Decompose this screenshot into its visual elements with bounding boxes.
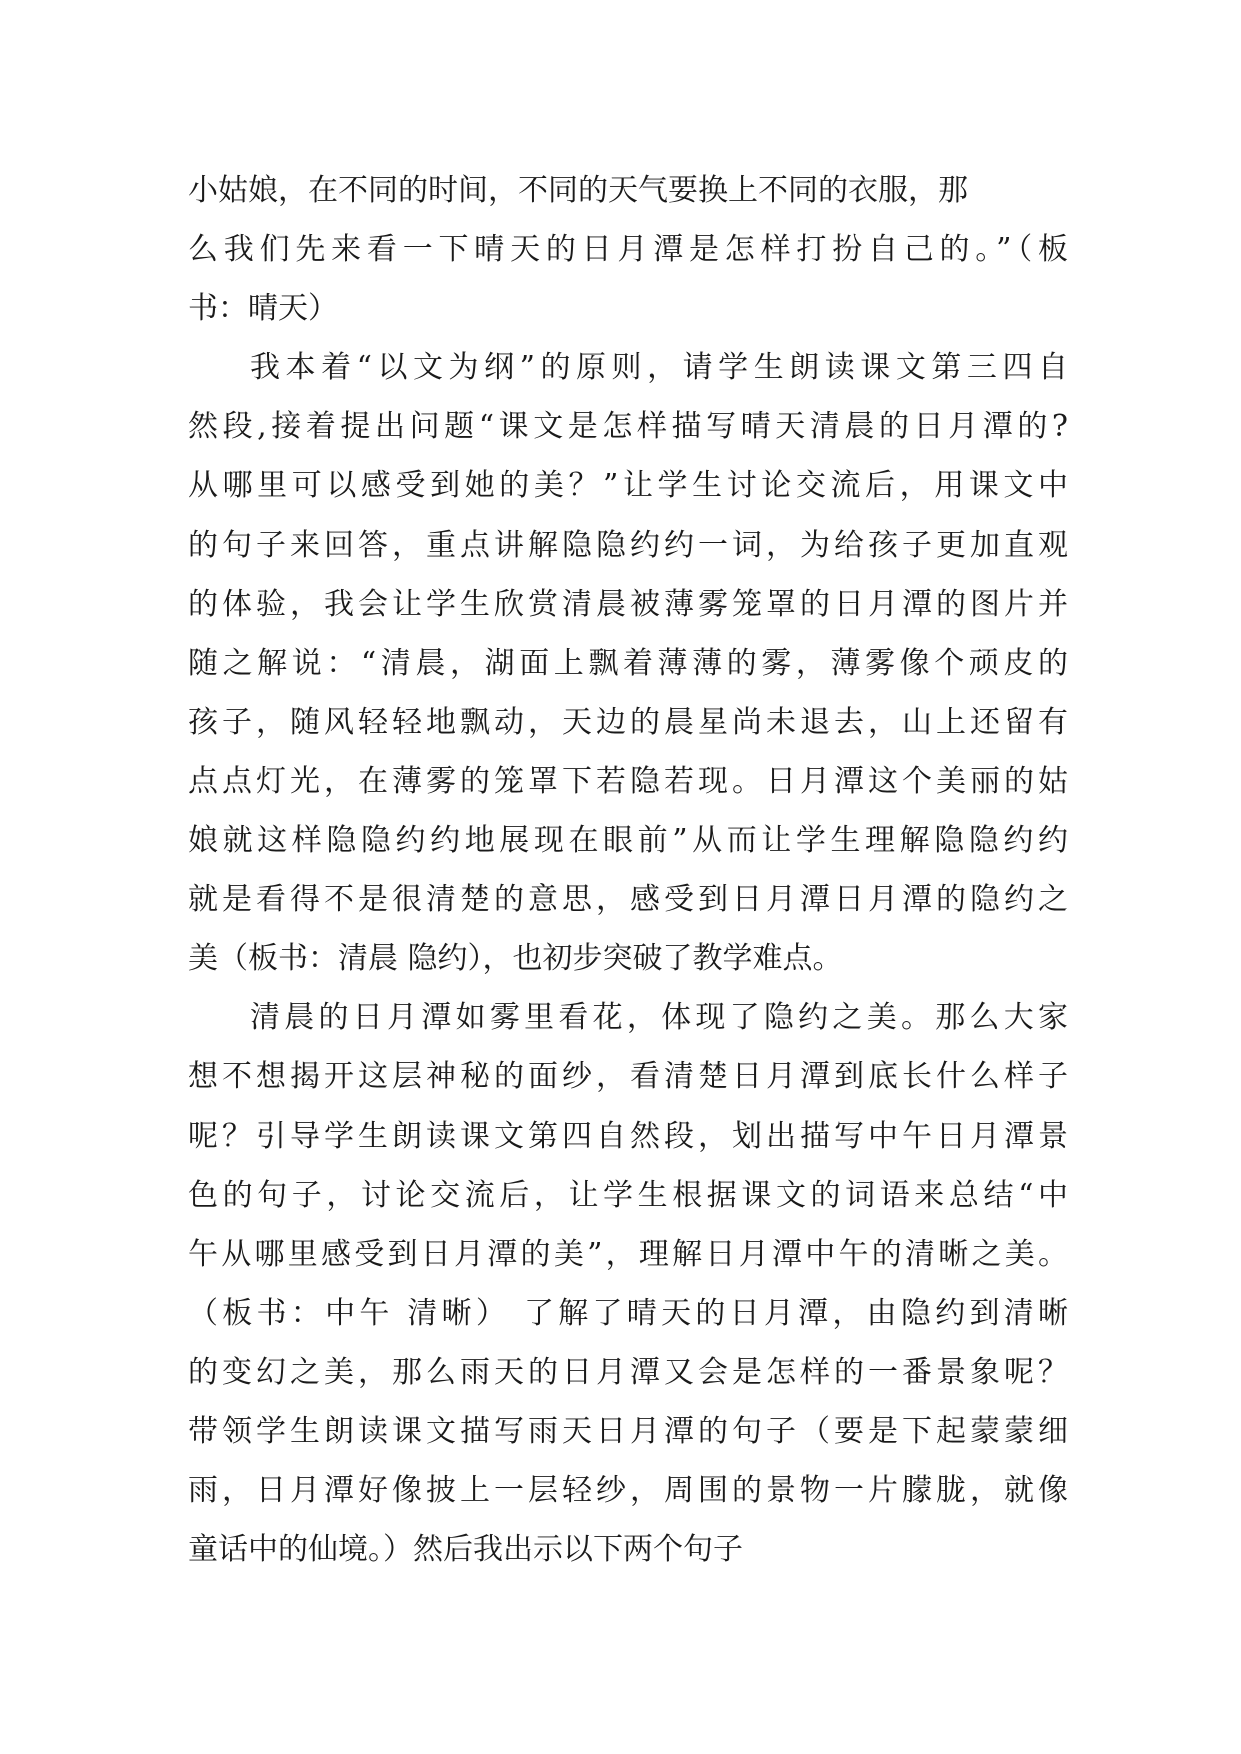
text-line: 美（板书：清晨 隐约），也初步突破了教学难点。 — [188, 941, 843, 977]
text-line: 色的句子，讨论交流后，让学生根据课文的词语来总结“中 — [188, 1177, 1068, 1213]
text-line: 娘就这样隐隐约约地展现在眼前”从而让学生理解隐隐约约 — [188, 823, 1068, 859]
text-line: 孩子，随风轻轻地飘动，天边的晨星尚未退去，山上还留有 — [188, 704, 1068, 740]
text-line: 午从哪里感受到日月潭的美”，理解日月潭中午的清晰之美。 — [188, 1236, 1068, 1272]
text-line: 小姑娘，在不同的时间，不同的天气要换上不同的衣服，那 — [188, 173, 968, 208]
text-line: 么我们先来看一下晴天的日月潭是怎样打扮自己的。”（板 — [188, 232, 1068, 268]
text-line: 带领学生朗读课文描写雨天日月潭的句子（要是下起蒙蒙细 — [188, 1413, 1068, 1449]
text-line: 雨，日月潭好像披上一层轻纱，周围的景物一片朦胧，就像 — [188, 1473, 1068, 1509]
paragraph-first-line: 清晨的日月潭如雾里看花，体现了隐约之美。那么大家 — [250, 1000, 1068, 1036]
text-line: 点点灯光，在薄雾的笼罩下若隐若现。日月潭这个美丽的姑 — [188, 763, 1068, 799]
text-line: 的体验，我会让学生欣赏清晨被薄雾笼罩的日月潭的图片并 — [188, 586, 1068, 622]
text-line: 童话中的仙境。）然后我出示以下两个句子 — [188, 1532, 743, 1568]
text-line: 随之解说：“清晨，湖面上飘着薄薄的雾，薄雾像个顽皮的 — [188, 645, 1068, 681]
text-line: （板书：中午 清晰） 了解了晴天的日月潭，由隐约到清晰 — [188, 1295, 1068, 1331]
text-line: 从哪里可以感受到她的美？”让学生讨论交流后，用课文中 — [188, 468, 1068, 504]
body-text — [188, 161, 1068, 1579]
text-line: 的句子来回答，重点讲解隐隐约约一词，为给孩子更加直观 — [188, 527, 1068, 563]
text-line: 想不想揭开这层神秘的面纱，看清楚日月潭到底长什么样子 — [188, 1059, 1068, 1095]
text-line: 的变幻之美，那么雨天的日月潭又会是怎样的一番景象呢？ — [188, 1354, 1068, 1390]
text-line: 呢？引导学生朗读课文第四自然段，划出描写中午日月潭景 — [188, 1118, 1068, 1154]
text-line: 书：晴天） — [188, 291, 338, 327]
text-line: 就是看得不是很清楚的意思，感受到日月潭日月潭的隐约之 — [188, 882, 1068, 918]
paragraph-first-line: 我本着“以文为纲”的原则，请学生朗读课文第三四自 — [250, 350, 1068, 386]
text-line: 然段,接着提出问题“课文是怎样描写晴天清晨的日月潭的? — [188, 409, 1068, 445]
